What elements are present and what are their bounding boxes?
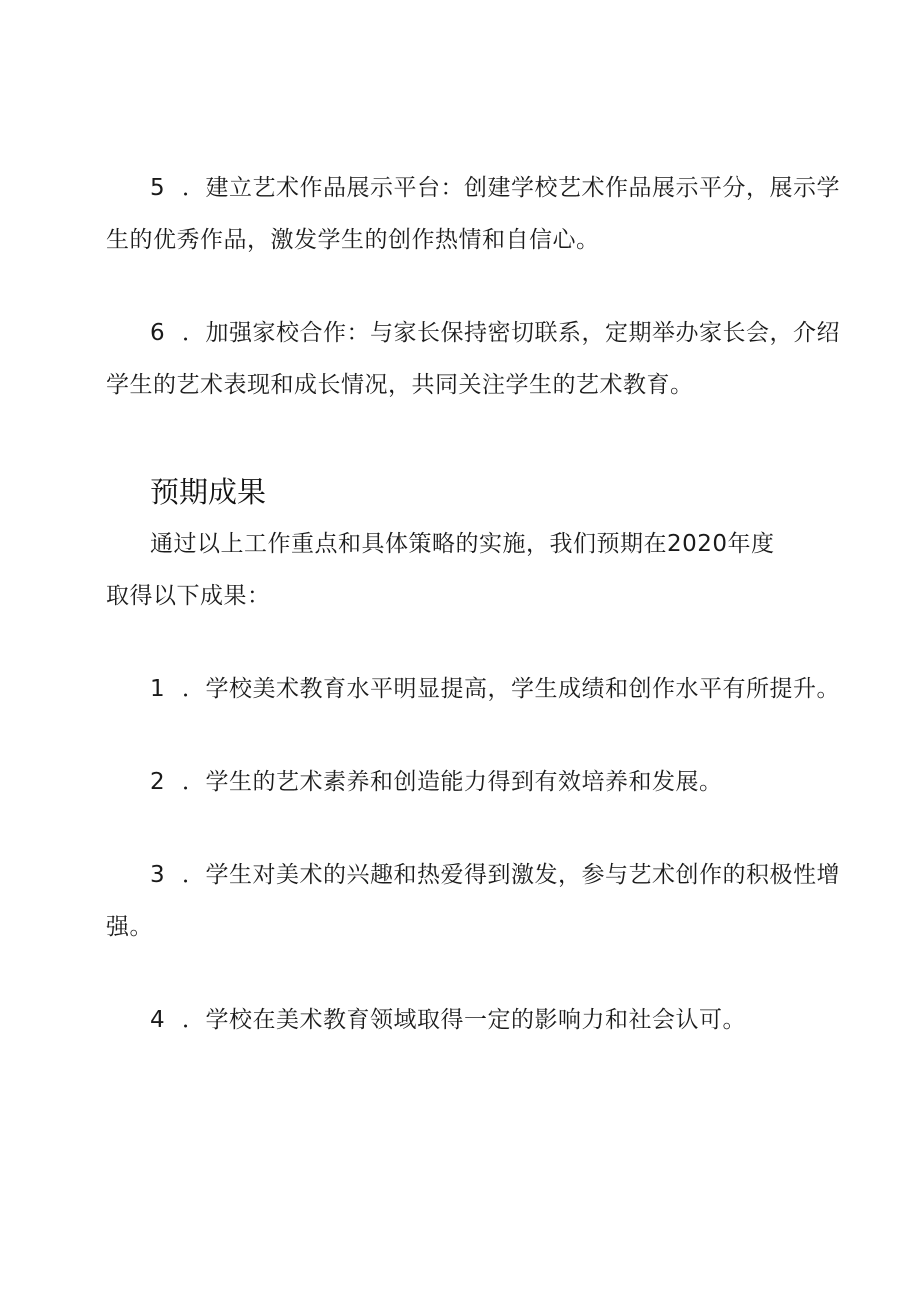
result-item-3-line-2: 强。 [106,914,153,940]
item-number: 4 [150,1007,166,1033]
section-intro-line-2: 取得以下成果： [106,583,271,609]
result-item-1 [106,663,840,715]
strategy-item-5 [106,162,840,266]
section-intro [106,518,822,622]
strategy-item-5-line-1 [106,162,840,214]
strategy-item-6-line-2: 学生的艺术表现和成长情况，共同关注学生的艺术教育。 [106,372,694,398]
item-text: ．学校美术教育水平明显提高，学生成绩和创作水平有所提升。 [182,676,840,702]
result-item-2-line-1 [106,756,822,808]
result-item-1-line-1 [106,663,840,715]
result-item-3 [106,849,840,953]
result-item-2 [106,756,822,808]
result-item-4-line-1 [106,994,822,1046]
result-item-4 [106,994,822,1046]
strategy-item-6 [106,307,840,411]
item-text: ．学生对美术的兴趣和热爱得到激发，参与艺术创作的积极性增 [182,862,840,888]
section-intro-line-1: 通过以上工作重点和具体策略的实施，我们预期在2020年度 [150,531,775,557]
item-text: ．学生的艺术素养和创造能力得到有效培养和发展。 [182,769,723,795]
strategy-item-5-line-2: 生的优秀作品，激发学生的创作热情和自信心。 [106,227,600,253]
item-number: 3 [150,862,166,888]
item-number: 1 [150,676,166,702]
item-text: ．建立艺术作品展示平台：创建学校艺术作品展示平分，展示学 [182,175,840,201]
section-heading: 预期成果 [150,475,267,509]
item-number: 2 [150,769,166,795]
item-number: 5 [150,175,166,201]
item-number: 6 [150,320,166,346]
item-text: ．加强家校合作：与家长保持密切联系，定期举办家长会，介绍 [182,320,840,346]
result-item-3-line-1 [106,849,840,901]
strategy-item-6-line-1 [106,307,840,359]
item-text: ．学校在美术教育领域取得一定的影响力和社会认可。 [182,1007,746,1033]
